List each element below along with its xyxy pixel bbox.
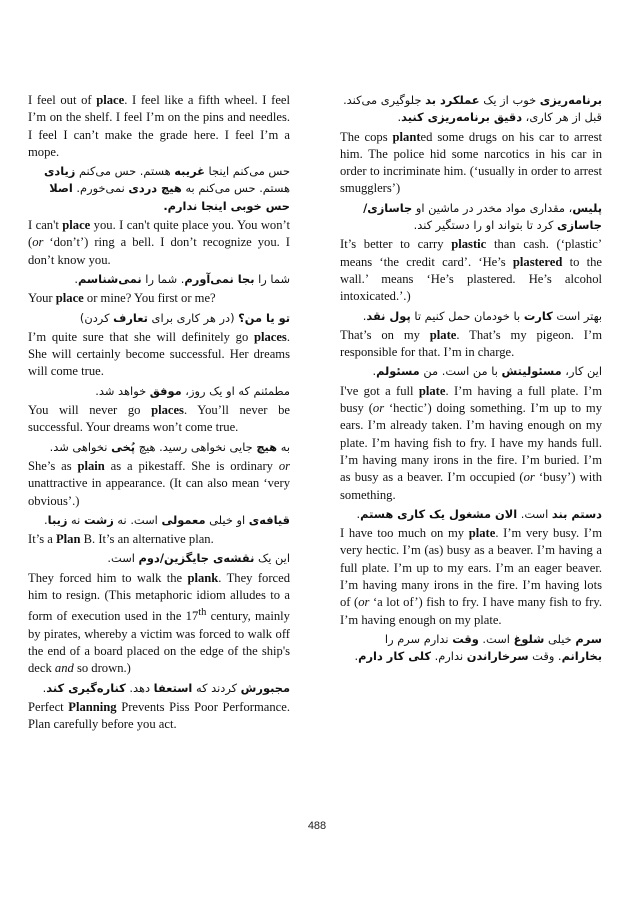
- persian-translation: قیافه‌ی او خیلی معمولی است. نه زشت نه زیبا.: [44, 512, 290, 527]
- persian-translation: تو یا من؟ (در هر کاری برای تعارف کردن): [79, 310, 290, 325]
- english-idiom: Your place or mine? You first or me?: [28, 291, 216, 306]
- persian-translation: به هیچ جایی نخواهی رسید. هیچ پُخی نخواهی شد.: [49, 439, 290, 454]
- left-column: [28, 92, 290, 734]
- english-idiom: She’s as plain as a pikestaff. She is ordinary or unattractive in appearance. (It can also mean ‘very obvious’.): [28, 458, 291, 508]
- persian-translation: دستم بند است. الان مشغول یک کاری هستم.: [356, 506, 602, 521]
- persian-translation: برنامه‌ریزی خوب از یک عملکرد بد جلوگیری می‌کند. قبل از هر کاری، دقیق برنامه‌ریزی کنید.: [343, 93, 602, 125]
- persian-translation: مجبورش کردند که استعفا دهد. کناره‌گیری کند.: [42, 680, 290, 695]
- english-idiom: That’s on my plate. That’s my pigeon. I’m responsible for that. I’m in charge.: [340, 327, 602, 360]
- persian-translation: این کار، مسئولیتش با من است. من مسئولم.: [372, 364, 602, 379]
- english-idiom: I've got a full plate. I’m having a full plate. I’m busy (or ‘hectic’) doing something. I’m up to my ears. I’m already taken. I’m having enough on my plate. I’m having fish to fry. I have my hands full. I’m having many irons in the fire. I’m buried. I’m as busy as a beaver. I’m occupied (or ‘busy’) with something.: [340, 383, 602, 502]
- persian-translation: این یک نقشه‌ی جایگزین/دوم است.: [107, 551, 290, 566]
- english-idiom: You will never go places. You’ll never be successful. Your dreams won’t come true.: [28, 403, 290, 435]
- english-idiom: Perfect Planning Prevents Piss Poor Performance. Plan carefully before you act.: [28, 699, 290, 732]
- english-idiom: The cops planted some drugs on his car to arrest him. The police hid some narcotics in his car in order to incriminate him. (‘usually in order to arrest smugglers’): [340, 129, 602, 196]
- english-idiom: I’m quite sure that she will definitely go places. She will certainly become successful. Her dreams will come true.: [28, 329, 290, 379]
- persian-translation: مطمئنم که او یک روز، موفق خواهد شد.: [95, 383, 290, 398]
- page-number: 488: [307, 820, 327, 832]
- english-idiom: I have too much on my plate. I’m very busy. I’m very hectic. I’m (as) busy as a beaver. I’m having a full plate. I’m up to my ears. I’m an eager beaver. I’m having many irons in the fire. I’m having lots of (or ‘a lot of’) fish to fry. I have many fish to fry. I’m having enough on my plate.: [340, 526, 603, 627]
- english-idiom: It’s a Plan B. It’s an alternative plan.: [28, 532, 214, 547]
- persian-translation: پلیس، مقداری مواد مخدر در ماشین او جاسازی/جاسازی کرد تا بتواند او را دستگیر کند.: [363, 200, 602, 233]
- english-idiom: I can't place you. I can't quite place you. You won’t (or ‘don’t’) ring a bell. I don’t recognize you. I don’t know you.: [28, 218, 290, 267]
- right-column: [340, 92, 602, 666]
- persian-translation: بهتر است کارت با خودمان حمل کنیم تا پول نقد.: [362, 308, 602, 323]
- persian-translation: حس می‌کنم اینجا غریبه هستم. حس می‌کنم زیادی هستم. حس می‌کنم به هیچ دردی نمی‌خورم. اصلا حس خوبی اینجا ندارم.: [43, 164, 290, 213]
- english-idiom: It’s better to carry plastic than cash. (‘plastic’ means ‘the credit card’. ‘He’s plastered to the wall.’ means ‘He’s plastered. He’s alcohol intoxicated.’.): [340, 237, 603, 304]
- persian-translation: سرم خیلی شلوغ است. وقت ندارم سرم را بخارانم. وقت سرخاراندن ندارم. کلی کار دارم.: [354, 631, 602, 664]
- persian-translation: شما را بجا نمی‌آورم. شما را نمی‌شناسم.: [74, 271, 290, 286]
- english-idiom: They forced him to walk the plank. They forced him to resign. (This metaphoric idiom alludes to a form of execution used in the 17th century, mainly by pirates, whereby a victim was forced to walk off the end of a board placed on the edge of the ship's deck and so drown.): [28, 570, 290, 676]
- english-idiom: I feel out of place. I feel like a fifth wheel. I feel I’m on the shelf. I feel I’m on the pins and needles. I feel I can’t make the grade here. I feel I’m a mope.: [28, 93, 290, 159]
